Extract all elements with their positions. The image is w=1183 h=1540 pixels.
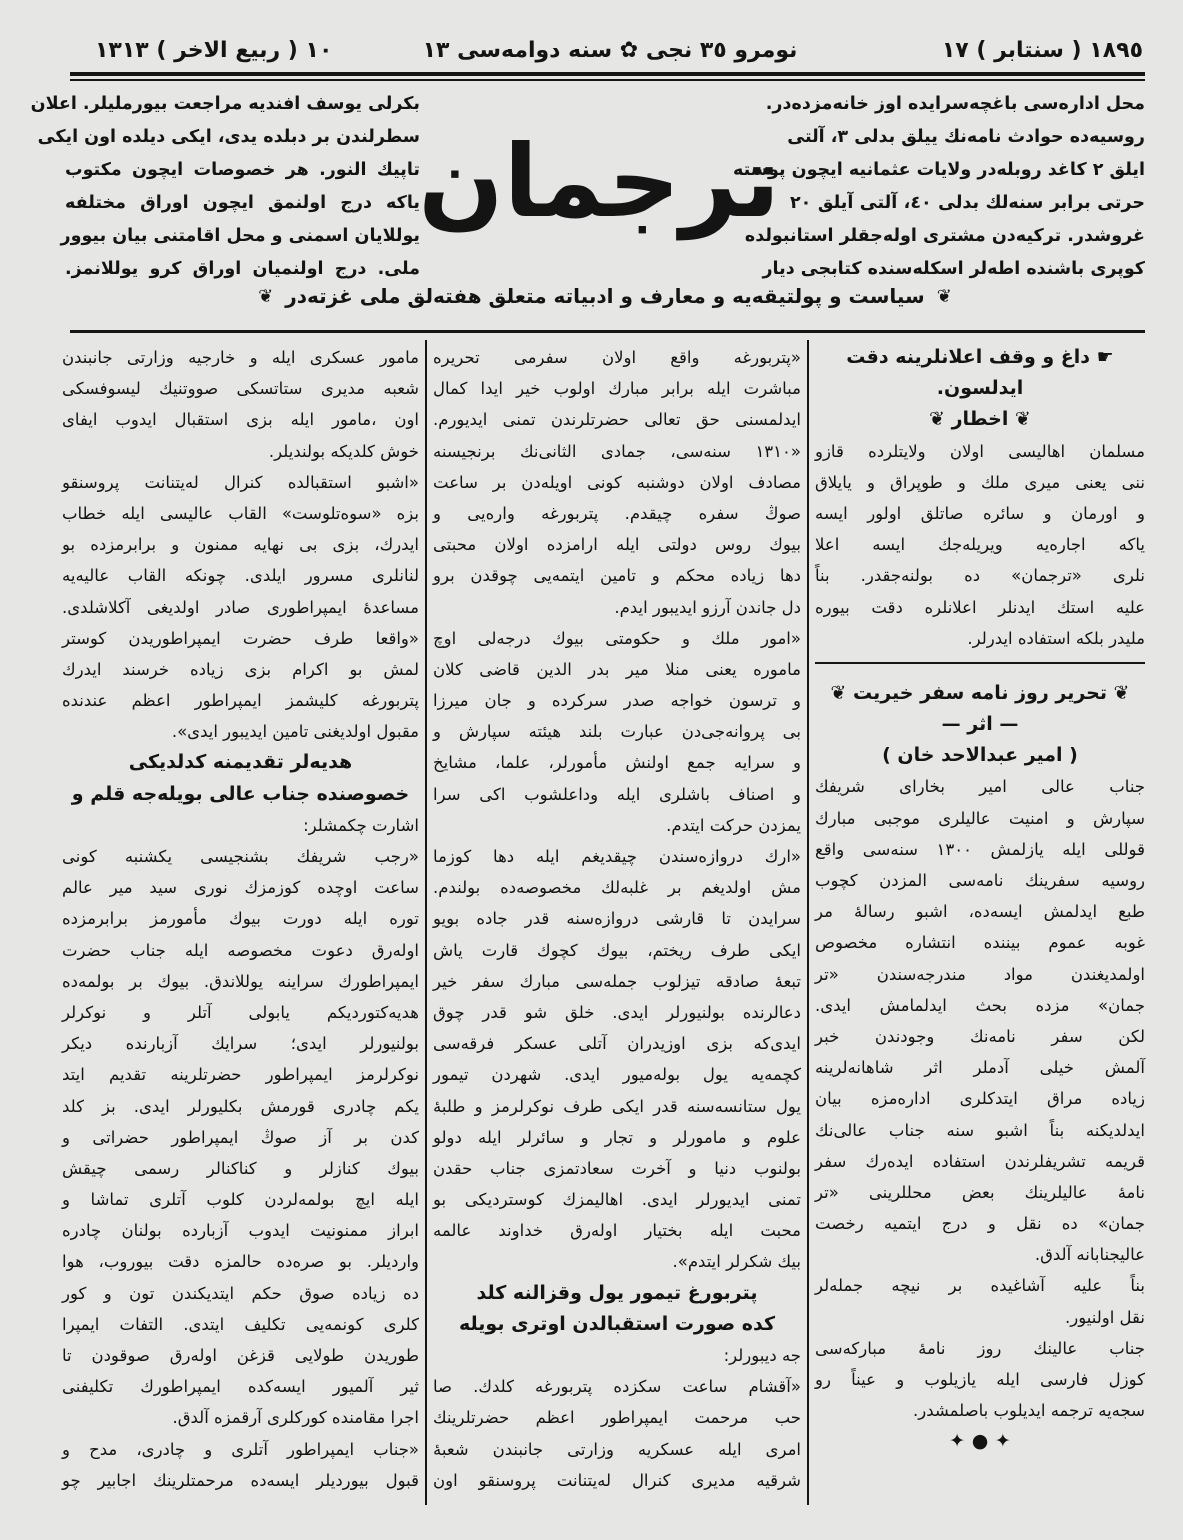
text-line: تمنی ایدیورلر ایدی. اهالیمزك كوستردیكی بو: [433, 1190, 801, 1210]
text-line: نقل اولنیور.: [1065, 1307, 1145, 1327]
masthead-line: محل ادارەسی باغچەسرایدە اوز خانەمزدەدر.: [765, 94, 1145, 114]
text-line: یاكە اجارەیە ویریلەجك ایسە اعلا: [815, 535, 1145, 555]
text-line: واردیلر. بو صرەدە حالمزە دقت بیوروب، هوا: [62, 1252, 419, 1272]
text-line: ایمپراطورك سراینە یوللاندق. بیوك بر بولمەدە: [62, 971, 419, 991]
text-line: طبع ایدلمش ایسەدە، اشبو رسالۀ مر: [815, 902, 1145, 922]
text-line: بولنیورلر ایدی؛ سرایك آزبارندە دیكر: [62, 1034, 419, 1054]
date-hijri: ١٠ ( ربیع الاخر ) ١٣١٣: [95, 38, 333, 63]
masthead-line: یوللایان اسمنی و محل اقامتنی بیان بیوور: [60, 226, 420, 246]
text-line: روسیە سفرینك نامەسی المزدن كچوب: [815, 871, 1145, 890]
text-line: كچمەیە یول بولەمیور ایدی. شهردن تیمور: [433, 1065, 801, 1085]
text-line: صوڭ سفرە چیقدم. پتربورغە وارەیی و: [433, 503, 801, 523]
masthead-line: روسیەدە حوادث نامەنك ییلق بدلی ٣، آلتی: [787, 127, 1145, 147]
text-line: جە دیبورلر:: [723, 1346, 801, 1365]
section-heading: خصوصندە جناب عالی بویلەجە قلم و: [71, 782, 410, 805]
text-line: «واقعا طرف حضرت ایمپراطوریدن كوستر: [62, 628, 419, 648]
column-divider: [425, 340, 427, 1505]
text-line: كدن بر آز صوڭ ایمپراطور حضراتی و: [62, 1127, 419, 1147]
masthead-line: بكرلی یوسف افندیە مراجعت بیورملیلر. اعلان: [30, 94, 420, 114]
section-heading: ایدلسون.: [936, 377, 1024, 400]
text-line: مسلمان اهالیسی اولان ولایتلردە قازو: [815, 441, 1145, 461]
text-line: جناب عالینك روز نامۀ مباركەسی: [815, 1338, 1145, 1358]
text-line: سرایدن تا قارشی دروازەسنە قدر جادە بویو: [433, 909, 801, 929]
section-heading: پتربورغ تیمور یول وقزالنە كلد: [476, 1281, 758, 1304]
text-line: بناً علیە آشاغیدە بر نیچە جملەلر: [815, 1276, 1145, 1296]
section-heading: هدیەلر تقدیمنە كدلدیكی: [128, 751, 353, 774]
text-line: ایدرك، بزی بی نهایە ممنون و برابرمزدە بو: [62, 535, 419, 555]
text-line: مامور عسكری ایلە و خارجیە وزارتی جانبندن: [62, 348, 419, 367]
text-line: حب مرحمت ایمپراطور اعظم حضرتلرینك: [433, 1408, 801, 1428]
section-heading: ✦ ● ✦: [949, 1430, 1011, 1453]
text-line: ننی یعنی میری ملك و طوپراق و یایلاق: [815, 472, 1145, 492]
header-rule: [70, 72, 1145, 76]
text-line: و اصناف باشلری ایلە وداعلشوب اكی سرا: [433, 784, 801, 804]
column-middle: [433, 342, 801, 1496]
text-line: «جناب ایمپراطور آتلری و چادری، مدح و: [62, 1439, 419, 1459]
text-line: بیوك روس دولتی ایلە ارامزدە اولان محبتی: [433, 535, 801, 555]
text-line: بی پروانەجی‌دن عبارت بلند هیئتە سپارش و: [433, 722, 801, 742]
text-line: بزە «سوەتلوست» القاب عالیسی ایلە خطاب: [62, 503, 419, 523]
text-line: مساعدۀ ایمپراطوری صادر اولدیغی آكلاشلدی.: [62, 597, 419, 617]
text-line: بولنوب دنیا و آخرت سعادتمزی جناب حقدن: [433, 1158, 801, 1178]
text-line: مامورە یعنی منلا میر بدر الدین قاضی كلان: [433, 659, 801, 679]
text-line: لنانلری مسرور ایلدی. چونكە القاب عالیەیە: [62, 566, 419, 586]
section-heading: ☛ داغ و وقف اعلانلرینە دقت: [846, 346, 1114, 368]
text-line: اون ،مامور ایلە بزی استقبال ایدوب ایفای: [62, 410, 419, 430]
text-line: تورە ایلە دورت بیوك مأمورمز برابرمزدە: [62, 909, 419, 929]
text-line: دها زیادە محكم و تامین ایتمەیی چوقدن برو: [433, 566, 801, 586]
text-line: «آقشام ساعت سكزدە پتربورغە كلدك. صا: [433, 1377, 801, 1397]
text-line: سجەیە ترجمە ایدیلوب باصلمشدر.: [913, 1401, 1145, 1421]
text-line: نامۀ عالیلرینك بعض محللرینی «تر: [815, 1182, 1145, 1202]
masthead-rule: [70, 330, 1145, 333]
text-line: یول ستانسەسنە قدر ایكی طرف نوكرلرمز و طلبۀ: [433, 1096, 801, 1116]
text-line: «پتربورغە واقع اولان سفرمی تحریرە: [433, 348, 801, 367]
text-line: ایدلمسنی حق تعالی حضرتلرندن تمنی ایدیورم.: [433, 410, 801, 430]
text-line: سپارش و امنیت عالیلری موجبی مبارك: [815, 808, 1145, 828]
newspaper-logo: ترجمان: [418, 123, 780, 240]
text-line: طوریدن طولایی قزغن اولەرق صوقودن تا: [62, 1346, 419, 1365]
column-left: [62, 342, 419, 1496]
text-line: بیوك كنازلر و كناكنالر رسمی چیقش: [62, 1158, 419, 1178]
text-line: «ارك دروازەسندن چیقدیغم ایلە دها كوزما: [433, 847, 801, 866]
text-line: مصادف اولان دوشنبە كونی اویلەدن بر ساعت: [433, 472, 801, 492]
text-line: ایدی‌كە بزی اوزیدران آتلی عسكر فرقەسی: [433, 1034, 801, 1054]
ornament-icon: ❦: [936, 285, 952, 307]
date-gregorian: ١٨٩٥ ( سنتابر ) ١٧: [941, 38, 1143, 63]
section-heading: ❦ تحریر روز نامە سفر خیریت ❦: [830, 681, 1130, 704]
masthead-line: سطرلندن بر دبلدە یدی، ایكی دیلدە اون ایكی: [37, 127, 420, 147]
issue-number: نومرو ٣٥ نجی ✿ سنە دوامەسی ١٣: [422, 38, 798, 63]
text-line: و سرایە جمع اولنش مأمورلر، علما، مشایخ: [433, 753, 801, 773]
text-line: كلری كونمەیی تكلیف ایتدی. التفات ایمپرا: [62, 1314, 419, 1334]
text-line: جمان» مزدە بحث ایدلمامش ایدی.: [815, 995, 1145, 1015]
text-line: «امور ملك و حكومتی بیوك درجەلی اوچ: [433, 628, 801, 648]
column-divider: [807, 340, 809, 1505]
section-heading: ( امیر عبدالاحد خان ): [882, 744, 1078, 767]
text-line: علوم و مامورلر و تجار و سائرلر ایلە دولو: [433, 1127, 801, 1147]
section-heading: — اثر —: [941, 713, 1019, 736]
masthead-advert-info: [30, 88, 420, 286]
text-line: عالیجنابانە آلدق.: [1034, 1245, 1145, 1265]
text-line: زیادە مراق ایتدكلری ادارەمزە بیان: [815, 1089, 1145, 1109]
text-line: «اشبو استقبالدە كنرال لەیتنانت پروسنقو: [62, 472, 419, 492]
text-line: ثیر آلمیور ایسەكدە ایمپراطورك تكلیفنی: [62, 1377, 419, 1397]
text-line: یكم چادری قورمش بكلیورلر ایدی. بز كلد: [62, 1096, 419, 1116]
masthead-subtitle: سیاست و پولتیقەیە و معارف و ادبیاتە متعلق هفتەلق ملی غزتەدر: [285, 284, 925, 308]
text-line: مباشرت ایلە برابر مبارك اولوب خیر ایدا كمال: [433, 379, 801, 399]
text-line: اشارت چكمشلر:: [303, 815, 419, 835]
section-heading: كدە صورت استقبالدن اوتری بویلە: [459, 1312, 775, 1335]
text-line: ایلە ایچ بولمەلردن كلوب آتلری تماشا و: [62, 1190, 419, 1210]
text-line: مش اولدیغم بر غلبەلك مخصوصەدە بولندم.: [433, 878, 801, 898]
text-line: لمش بو اكرام بزی زیادە خرسند ایدرك: [62, 659, 419, 679]
text-line: قریمە تشریفلرندن استفادە ایدەرك سفر: [815, 1151, 1145, 1171]
text-line: لكن سفر نامەنك وجودندن خبر: [815, 1026, 1145, 1046]
text-line: بیك شكرلر ایتدم».: [672, 1252, 801, 1272]
text-line: «١٣١٠ سنەسی، جمادی الثانی‌نك برنجیسنە: [433, 441, 801, 461]
text-line: علیە استك ایدنلر اعلانلرە دقت بیورە: [815, 597, 1145, 617]
text-line: اولمدیغندن مواد مندرجەسندن «تر: [815, 964, 1145, 984]
section-heading: ❦ اخطار ❦: [929, 408, 1031, 431]
text-line: خوش كلدیكە بولندیلر.: [268, 441, 419, 461]
text-line: آلمش خیلی آدملر اثر شاهانەلرینە: [815, 1058, 1145, 1078]
text-line: نوكرلرمز ایمپراطور حضرتلرینە تقدیم ایتد: [62, 1065, 419, 1085]
text-line: ساعت اوچدە كوزمزك نوری سید میر عالم: [62, 878, 419, 898]
text-line: قبول بیوردیلر ایسەدە مرحمتلرینك اجابیر چو: [62, 1470, 419, 1490]
text-line: ابراز ممنونیت ایدوب آزبارده بولنان چادرە: [62, 1221, 419, 1241]
text-line: پتربورغە كلیشمز ایمپراطور اعظم عندندە: [62, 691, 419, 711]
masthead-line: حرتی برابر سنەلك بدلی ٤٠، آلتی آیلق ٢٠: [790, 193, 1145, 213]
text-line: ایكی طرف ریختم، بیوك كچوك قارت یاش: [433, 940, 801, 960]
ornament-icon: ❦: [258, 285, 274, 307]
masthead-line: ایلق ٢ كاغد روبلەدر ولایات عثمانیە ایچون پوستە: [733, 160, 1145, 180]
section-divider: [815, 662, 1145, 678]
masthead-line: تاپیك النور. هر خصوصات ایچون مكتوب: [65, 160, 420, 180]
text-line: دە زیادە صوق حكم ایتدیكندن تون و كور: [62, 1283, 419, 1303]
masthead-line: غروشدر. تركیەدن مشتری اولەجقلر استانبولدە: [744, 226, 1145, 246]
text-line: و اورمان و سائرە صاتلق اولور ایسە: [815, 503, 1145, 523]
text-line: تبعۀ صادقە تیزلوب جملەسی مبارك سفر خیر: [433, 971, 801, 991]
text-line: شعبە مدیری ستاتسكی صووتنیك لیسوفسكی: [62, 379, 419, 399]
text-line: یمزدن حركت ایتدم.: [666, 815, 801, 835]
text-line: «رجب شریفك بشنجیسی یكشنبە كونی: [62, 847, 419, 866]
text-line: دل جاندن آرزو ایدیبور ایدم.: [614, 597, 801, 617]
text-line: كوزل فارسی ایلە یازیلوب و عیناً رو: [815, 1370, 1145, 1389]
masthead-line: ملی. درج اولنمیان اوراق كرو یوللانمز.: [65, 259, 420, 279]
text-line: قوللی ایلە یازلمش ١٣٠٠ سنەسی واقع: [815, 839, 1145, 859]
masthead-subscription-info: [733, 88, 1145, 286]
masthead-line: یاكە درج اولنمق ایچون اوراق مختلفە: [65, 193, 420, 213]
text-line: هدیەكتوردیكم یابولی آتلر و نوكرلر: [62, 1002, 419, 1022]
text-line: شرقیە مدیری كنرال لەیتنانت پروسنقو اون: [433, 1470, 801, 1490]
text-line: اولەرق دعوت مخصوصە ایلە جناب حضرت: [62, 940, 419, 960]
text-line: و ترسون خواجە صدر سركردە و جان میرزا: [433, 691, 801, 711]
text-line: ایدلدیكنە بناً اشبو سنە جناب عالی‌نك: [815, 1120, 1145, 1140]
text-line: ملیدر بلكە استفادە ایدرلر.: [967, 628, 1145, 648]
text-line: جناب عالی امیر بخارای شریفك: [815, 777, 1145, 797]
header-rule-thin: [70, 79, 1145, 81]
text-line: جمان» دە نقل و درج ایتمیە رخصت: [815, 1214, 1145, 1234]
column-right: [815, 342, 1145, 1458]
text-line: امری ایلە عسكریە وزارتی جانبندن شعبۀ: [433, 1439, 801, 1459]
text-line: اجرا مقامندە كوركلری آرقمزە آلدق.: [172, 1408, 419, 1428]
text-line: نلری «ترجمان» دە بولنەجقدر. بناً: [815, 566, 1145, 586]
text-line: غوبە عموم بیننده انتشارە مخصوص: [815, 933, 1145, 953]
text-line: دعالرندە بولنیورلر ایدی. خلق شو قدر چوق: [433, 1002, 801, 1022]
text-line: محبت ایلە بختیار اولەرق خداوند عالمە: [433, 1221, 801, 1241]
text-line: مقبول اولدیغنی تامین ایدیبور ایدی».: [171, 722, 419, 742]
masthead-line: كوپری باشندە اطەلر اسكلەسندە كتابجی دیار: [762, 259, 1145, 279]
masthead-subtitle-row: [230, 284, 980, 308]
